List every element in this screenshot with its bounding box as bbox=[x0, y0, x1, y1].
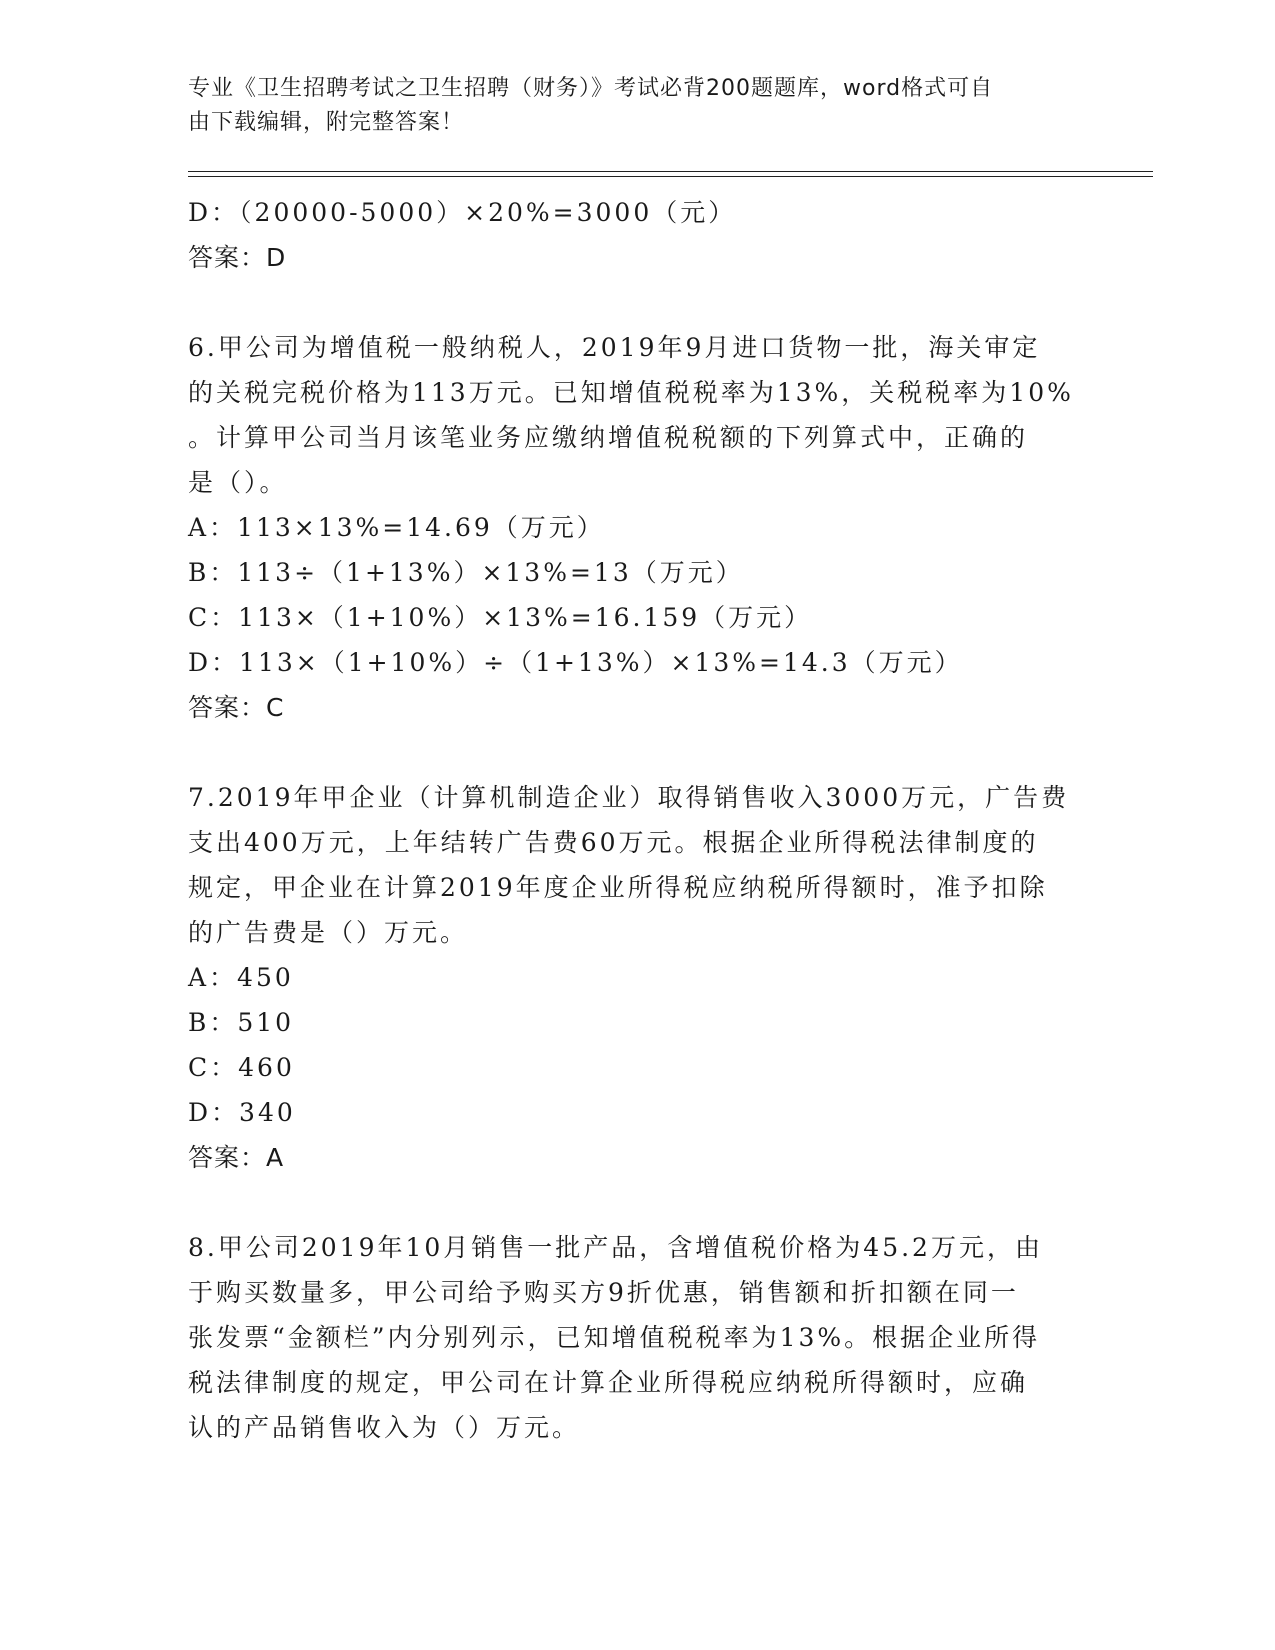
document-header bbox=[188, 72, 1088, 140]
question-stem-line: 的关税完税价格为113万元。已知增值税税率为13%，关税税率为10% bbox=[188, 378, 1074, 407]
question-stem-line: 于购买数量多，甲公司给予购买方9折优惠，销售额和折扣额在同一 bbox=[188, 1278, 1019, 1307]
spacer bbox=[188, 280, 1088, 325]
question-stem-line: 8.甲公司2019年10月销售一批产品，含增值税价格为45.2万元，由 bbox=[188, 1233, 1043, 1262]
question-stem-line: 6.甲公司为增值税一般纳税人，2019年9月进口货物一批，海关审定 bbox=[188, 333, 1041, 362]
option-b: B：510 bbox=[188, 1008, 295, 1037]
header-line-1: 专业《卫生招聘考试之卫生招聘（财务）》考试必背200题题库，word格式可自 bbox=[188, 76, 994, 101]
prev-question bbox=[188, 190, 1088, 280]
question-8 bbox=[188, 1225, 1088, 1450]
option-a: A：450 bbox=[188, 963, 294, 992]
option-c: C：460 bbox=[188, 1053, 295, 1082]
question-stem-line: 认的产品销售收入为（）万元。 bbox=[188, 1413, 581, 1442]
question-stem-line: 规定，甲企业在计算2019年度企业所得税应纳税所得额时，准予扣除 bbox=[188, 873, 1048, 902]
spacer bbox=[188, 1180, 1088, 1225]
question-7 bbox=[188, 775, 1088, 1180]
header-rule-bottom bbox=[188, 176, 1153, 177]
question-stem-line: 7.2019年甲企业（计算机制造企业）取得销售收入3000万元，广告费 bbox=[188, 783, 1070, 812]
question-stem-line: 张发票“金额栏”内分别列示，已知增值税税率为13%。根据企业所得 bbox=[188, 1323, 1041, 1352]
option-c: C：113×（1+10%）×13%=16.159（万元） bbox=[188, 603, 813, 632]
question-stem-line: 税法律制度的规定，甲公司在计算企业所得税应纳税所得额时，应确 bbox=[188, 1368, 1029, 1397]
spacer bbox=[188, 730, 1088, 775]
document-body bbox=[188, 190, 1088, 1450]
answer: 答案：C bbox=[188, 693, 285, 722]
option-d: D：113×（1+10%）÷（1+13%）×13%=14.3（万元） bbox=[188, 648, 963, 677]
option-b: B：113÷（1+13%）×13%=13（万元） bbox=[188, 558, 744, 587]
option-d: D：340 bbox=[188, 1098, 296, 1127]
option-d: D：（20000-5000）×20%=3000（元） bbox=[188, 198, 737, 227]
question-stem-line: 。计算甲公司当月该笔业务应缴纳增值税税额的下列算式中，正确的 bbox=[188, 423, 1029, 452]
answer: 答案：A bbox=[188, 1143, 285, 1172]
question-stem-line: 支出400万元，上年结转广告费60万元。根据企业所得税法律制度的 bbox=[188, 828, 1039, 857]
question-stem-line: 是（）。 bbox=[188, 468, 288, 497]
question-stem-line: 的广告费是（）万元。 bbox=[188, 918, 469, 947]
header-rule-top bbox=[188, 171, 1153, 172]
question-6 bbox=[188, 325, 1088, 730]
header-line-2: 由下载编辑，附完整答案！ bbox=[188, 110, 465, 135]
option-a: A：113×13%=14.69（万元） bbox=[188, 513, 605, 542]
answer: 答案：D bbox=[188, 243, 287, 272]
